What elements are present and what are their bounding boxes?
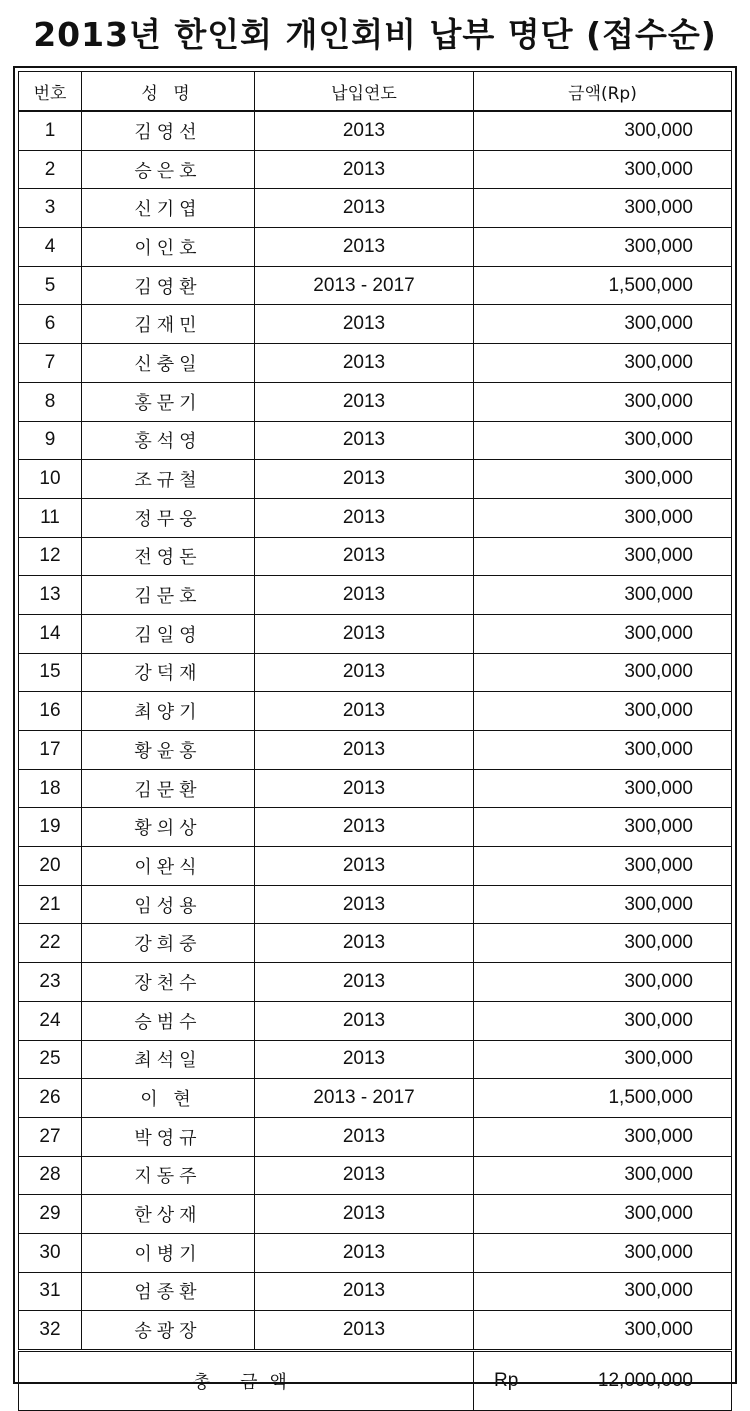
table-row: [19, 1311, 732, 1351]
row-name: 황의상: [82, 808, 255, 847]
row-amount: 300,000: [474, 150, 732, 189]
row-name: 전영돈: [82, 537, 255, 576]
row-year: 2013: [255, 1156, 474, 1195]
row-amount: 300,000: [474, 382, 732, 421]
row-name: 엄종환: [82, 1272, 255, 1311]
row-number: 4: [19, 228, 82, 267]
payment-roster-table: [18, 71, 732, 1411]
table-row: [19, 150, 732, 189]
table-row: [19, 1272, 732, 1311]
row-number: 9: [19, 421, 82, 460]
row-year: 2013: [255, 614, 474, 653]
row-name: 장천수: [82, 963, 255, 1002]
row-year: 2013: [255, 537, 474, 576]
row-year: 2013: [255, 885, 474, 924]
row-name: 최석일: [82, 1040, 255, 1079]
row-year: 2013: [255, 847, 474, 886]
row-number: 25: [19, 1040, 82, 1079]
row-amount: 300,000: [474, 614, 732, 653]
row-year: 2013: [255, 189, 474, 228]
row-number: 21: [19, 885, 82, 924]
row-number: 23: [19, 963, 82, 1002]
row-amount: 300,000: [474, 1195, 732, 1234]
table-row: [19, 963, 732, 1002]
row-year: 2013: [255, 924, 474, 963]
row-number: 20: [19, 847, 82, 886]
row-name: 한상재: [82, 1195, 255, 1234]
row-name: 지동주: [82, 1156, 255, 1195]
row-name: 박영규: [82, 1117, 255, 1156]
row-amount: 300,000: [474, 1272, 732, 1311]
row-name: 신기엽: [82, 189, 255, 228]
row-year: 2013: [255, 111, 474, 150]
table-row: [19, 1195, 732, 1234]
row-amount: 1,500,000: [474, 1079, 732, 1118]
row-year: 2013: [255, 653, 474, 692]
header-name: 성 명: [82, 72, 255, 112]
row-name: 조규철: [82, 460, 255, 499]
row-number: 6: [19, 305, 82, 344]
table-header-row: [19, 72, 732, 112]
row-year: 2013: [255, 228, 474, 267]
row-name: 승은호: [82, 150, 255, 189]
row-amount: 300,000: [474, 305, 732, 344]
row-amount: 300,000: [474, 111, 732, 150]
row-number: 15: [19, 653, 82, 692]
table-row: [19, 924, 732, 963]
row-amount: 300,000: [474, 963, 732, 1002]
row-year: 2013: [255, 731, 474, 770]
row-number: 30: [19, 1233, 82, 1272]
row-amount: 300,000: [474, 692, 732, 731]
table-body: [19, 111, 732, 1351]
row-name: 송광장: [82, 1311, 255, 1351]
table-row: [19, 847, 732, 886]
total-amount-cell: [474, 1351, 732, 1411]
table-row: [19, 1001, 732, 1040]
row-amount: 300,000: [474, 1040, 732, 1079]
table-row: [19, 228, 732, 267]
table-row: [19, 614, 732, 653]
row-year: 2013: [255, 1272, 474, 1311]
roster-table-frame: [13, 66, 737, 1393]
row-number: 2: [19, 150, 82, 189]
table-row: [19, 808, 732, 847]
row-name: 홍문기: [82, 382, 255, 421]
row-number: 24: [19, 1001, 82, 1040]
table-row: [19, 266, 732, 305]
table-row: [19, 1156, 732, 1195]
row-name: 강희중: [82, 924, 255, 963]
row-name: 김일영: [82, 614, 255, 653]
row-name: 이 현: [82, 1079, 255, 1118]
total-amount: 12,000,000: [597, 1370, 693, 1391]
table-row: [19, 1233, 732, 1272]
row-name: 황윤홍: [82, 731, 255, 770]
row-name: 임성용: [82, 885, 255, 924]
row-number: 3: [19, 189, 82, 228]
table-row: [19, 885, 732, 924]
row-year: 2013: [255, 460, 474, 499]
table-row: [19, 731, 732, 770]
row-number: 13: [19, 576, 82, 615]
row-name: 김영환: [82, 266, 255, 305]
row-name: 김재민: [82, 305, 255, 344]
row-amount: 300,000: [474, 421, 732, 460]
row-year: 2013: [255, 1040, 474, 1079]
row-amount: 300,000: [474, 344, 732, 383]
row-name: 이완식: [82, 847, 255, 886]
header-number: 번호: [19, 72, 82, 112]
row-amount: 300,000: [474, 1001, 732, 1040]
row-year: 2013 - 2017: [255, 1079, 474, 1118]
row-year: 2013: [255, 498, 474, 537]
row-name: 신충일: [82, 344, 255, 383]
row-amount: 300,000: [474, 460, 732, 499]
row-year: 2013: [255, 382, 474, 421]
row-year: 2013: [255, 1001, 474, 1040]
row-number: 31: [19, 1272, 82, 1311]
table-row: [19, 692, 732, 731]
row-year: 2013: [255, 1117, 474, 1156]
row-number: 22: [19, 924, 82, 963]
row-amount: 300,000: [474, 1156, 732, 1195]
row-year: 2013: [255, 421, 474, 460]
row-year: 2013: [255, 1233, 474, 1272]
row-number: 5: [19, 266, 82, 305]
row-number: 32: [19, 1311, 82, 1351]
row-amount: 300,000: [474, 498, 732, 537]
row-amount: 300,000: [474, 769, 732, 808]
table-row: [19, 653, 732, 692]
row-number: 28: [19, 1156, 82, 1195]
row-year: 2013: [255, 808, 474, 847]
row-amount: 300,000: [474, 808, 732, 847]
table-row: [19, 460, 732, 499]
row-number: 10: [19, 460, 82, 499]
row-number: 12: [19, 537, 82, 576]
total-currency: Rp: [494, 1370, 519, 1391]
row-number: 16: [19, 692, 82, 731]
row-year: 2013: [255, 344, 474, 383]
table-row: [19, 576, 732, 615]
row-amount: 300,000: [474, 1311, 732, 1351]
table-row: [19, 344, 732, 383]
table-row: [19, 421, 732, 460]
row-year: 2013: [255, 576, 474, 615]
row-amount: 300,000: [474, 189, 732, 228]
row-year: 2013: [255, 305, 474, 344]
row-year: 2013: [255, 963, 474, 1002]
row-name: 이인호: [82, 228, 255, 267]
page-title: 2013년 한인회 개인회비 납부 명단 (접수순): [33, 15, 717, 54]
row-amount: 300,000: [474, 731, 732, 770]
table-row: [19, 305, 732, 344]
table-row: [19, 1117, 732, 1156]
row-amount: 300,000: [474, 847, 732, 886]
row-amount: 300,000: [474, 1233, 732, 1272]
row-year: 2013: [255, 692, 474, 731]
total-row: [19, 1351, 732, 1411]
row-amount: 300,000: [474, 924, 732, 963]
row-number: 27: [19, 1117, 82, 1156]
row-name: 김문호: [82, 576, 255, 615]
table-row: [19, 769, 732, 808]
row-amount: 300,000: [474, 653, 732, 692]
row-name: 이병기: [82, 1233, 255, 1272]
row-number: 8: [19, 382, 82, 421]
row-year: 2013: [255, 1311, 474, 1351]
row-name: 최양기: [82, 692, 255, 731]
row-name: 김문환: [82, 769, 255, 808]
row-year: 2013: [255, 150, 474, 189]
row-number: 18: [19, 769, 82, 808]
row-year: 2013: [255, 769, 474, 808]
header-year: 납입연도: [255, 72, 474, 112]
row-amount: 300,000: [474, 1117, 732, 1156]
row-amount: 1,500,000: [474, 266, 732, 305]
row-number: 1: [19, 111, 82, 150]
row-number: 17: [19, 731, 82, 770]
row-number: 19: [19, 808, 82, 847]
row-number: 7: [19, 344, 82, 383]
row-name: 정무웅: [82, 498, 255, 537]
table-row: [19, 1040, 732, 1079]
row-name: 홍석영: [82, 421, 255, 460]
row-name: 김영선: [82, 111, 255, 150]
table-row: [19, 537, 732, 576]
row-number: 14: [19, 614, 82, 653]
row-number: 29: [19, 1195, 82, 1234]
row-name: 승범수: [82, 1001, 255, 1040]
row-number: 11: [19, 498, 82, 537]
total-label: 총 금액: [19, 1351, 474, 1411]
row-amount: 300,000: [474, 576, 732, 615]
row-year: 2013: [255, 1195, 474, 1234]
table-row: [19, 382, 732, 421]
header-amount: 금액(Rp): [474, 72, 732, 112]
row-amount: 300,000: [474, 885, 732, 924]
row-year: 2013 - 2017: [255, 266, 474, 305]
table-row: [19, 498, 732, 537]
row-number: 26: [19, 1079, 82, 1118]
row-amount: 300,000: [474, 228, 732, 267]
table-row: [19, 111, 732, 150]
row-amount: 300,000: [474, 537, 732, 576]
row-name: 강덕재: [82, 653, 255, 692]
table-row: [19, 189, 732, 228]
table-row: [19, 1079, 732, 1118]
